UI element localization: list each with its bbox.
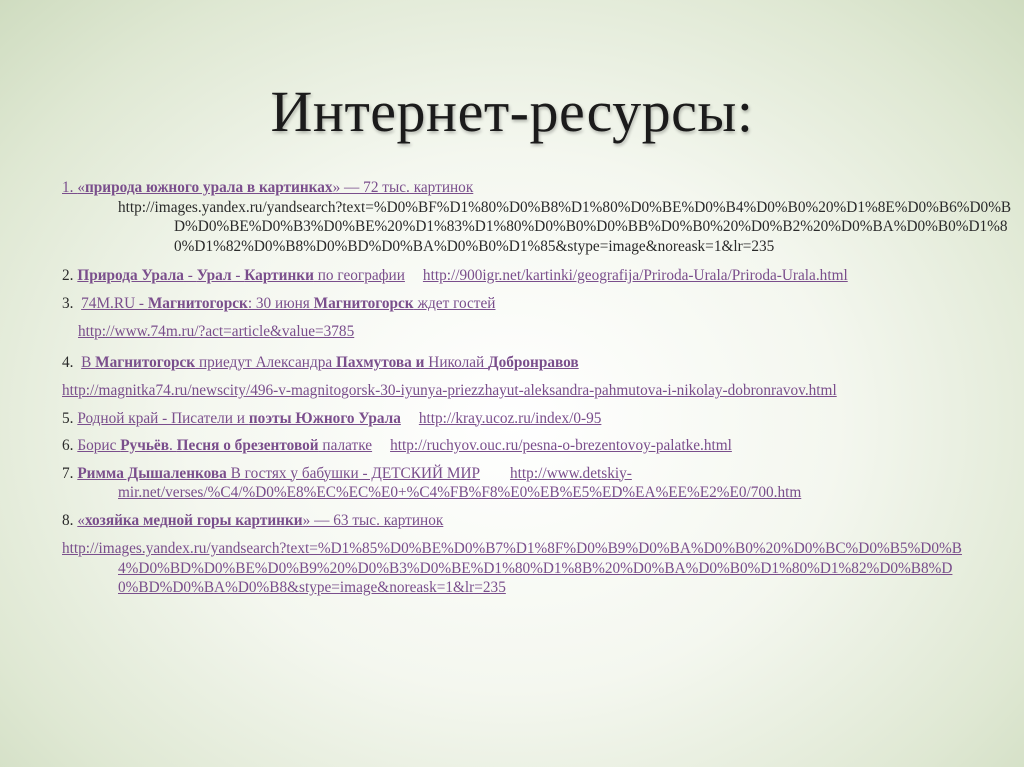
resource-4-title-link[interactable]: В Магнитогорск приедут Александра Пахмутова и Николай Добронравов <box>81 353 579 371</box>
resource-2-title-link[interactable]: Природа Урала - Урал - Картинки по географии <box>77 267 405 284</box>
resource-4-url-row <box>62 381 972 401</box>
resource-8-url-link[interactable]: http://images.yandex.ru/yandsearch?text=%D1%85%D0%BE%D0%B7%D1%8F%D0%B9%D0%BA%D0%B0%20%D0%BC%D0%B5%D0%B4%D0%BD%D0%BE%D0%B9%20%D0%B3%D0%BE%D1%80%D1%8B%20%D0%BA%D0%B0%D1%80%D1%82%D0%B8%D0%BD%D0%BA%D0%B8&stype=image&noreask=1&lr=235 <box>62 540 962 596</box>
resource-item-3: 3. 74M.RU - Магнитогорск: 30 июня Магнитогорск ждет гостей <box>62 294 496 312</box>
resource-1-url: http://images.yandex.ru/yandsearch?text=%D0%BF%D1%80%D0%B8%D1%80%D0%BE%D0%B4%D0%B0%20%D1%8E%D0%B6%D0%BD%D0%BE%D0%B3%D0%BE%20%D1%83%D1%80%D0%B0%D0%BB%D0%B0%20%D0%B2%20%D0%BA%D0%B0%D1%80%D1%82%D0%B8%D0%BD%D0%BA%D0%B0%D1%85&stype=image&noreask=1&lr=235 <box>118 198 1012 255</box>
resource-item-1 <box>62 178 1012 256</box>
resource-5-url-link[interactable]: http://kray.ucoz.ru/index/0-95 <box>418 409 602 427</box>
resource-8-search-link[interactable]: «хозяйка медной горы картинки» — 63 тыс. картинок <box>77 511 444 529</box>
resource-7-url-link[interactable]: http://www.detskiy-mir.net/verses/%C4/%D0%E8%EC%EC%E0+%C4%FB%F8%E0%EB%E5%ED%EA%EE%E2%E0/700.htm <box>118 464 802 501</box>
resource-3-url-link[interactable]: http://www.74m.ru/?act=article&value=3785 <box>78 323 355 340</box>
resource-item-6: 6. Борис Ручьёв. Песня о брезентовой палатке http://ruchyov.ouc.ru/pesna-o-brezentovoy-palatke.html <box>62 437 732 454</box>
slide-title: Интернет-ресурсы: <box>270 79 754 144</box>
resource-item-4: 4. В Магнитогорск приедут Александра Пахмутова и Николай Добронравов <box>62 353 579 371</box>
resource-8-url-row <box>62 539 972 598</box>
resource-7-title-link[interactable]: Римма Дышаленкова В гостях у бабушки - ДЕТСКИЙ МИР <box>77 464 481 482</box>
resource-3-url-row <box>62 322 972 342</box>
resource-6-title-link[interactable]: Борис Ручьёв. Песня о брезентовой палатке <box>77 437 373 454</box>
resource-3-title-link[interactable]: 74M.RU - Магнитогорск: 30 июня Магнитогорск ждет гостей <box>81 294 496 312</box>
resource-2-url-link[interactable]: http://900igr.net/kartinki/geografija/Priroda-Urala/Priroda-Urala.html <box>422 267 848 284</box>
resource-item-5: 5. Родной край - Писатели и поэты Южного Урала http://kray.ucoz.ru/index/0-95 <box>62 409 602 427</box>
resource-5-title-link[interactable]: Родной край - Писатели и поэты Южного Урала <box>77 409 401 427</box>
resource-6-url-link[interactable]: http://ruchyov.ouc.ru/pesna-o-brezentovoy-palatke.html <box>390 437 732 454</box>
resource-list <box>62 178 1012 608</box>
resource-item-2: 2. Природа Урала - Урал - Картинки по географии http://900igr.net/kartinki/geografija/Priroda-Urala/Priroda-Urala.html <box>62 267 848 284</box>
resource-item-7: 7. Римма Дышаленкова В гостях у бабушки - ДЕТСКИЙ МИР http://www.detskiy-mir.net/verses/%C4/%D0%E8%EC%EC%E0+%C4%FB%F8%E0%EB%E5%ED%EA%EE%E2%E0/700.htm <box>62 464 802 501</box>
resource-item-8: 8. «хозяйка медной горы картинки» — 63 тыс. картинок <box>62 511 444 529</box>
resource-1-search-link[interactable]: 1. «природа южного урала в картинках» — 72 тыс. картинок <box>62 179 474 196</box>
resource-4-url-link[interactable]: http://magnitka74.ru/newscity/496-v-magnitogorsk-30-iyunya-priezzhayut-aleksandra-pahmutova-i-nikolay-dobronravov.html <box>62 382 837 399</box>
